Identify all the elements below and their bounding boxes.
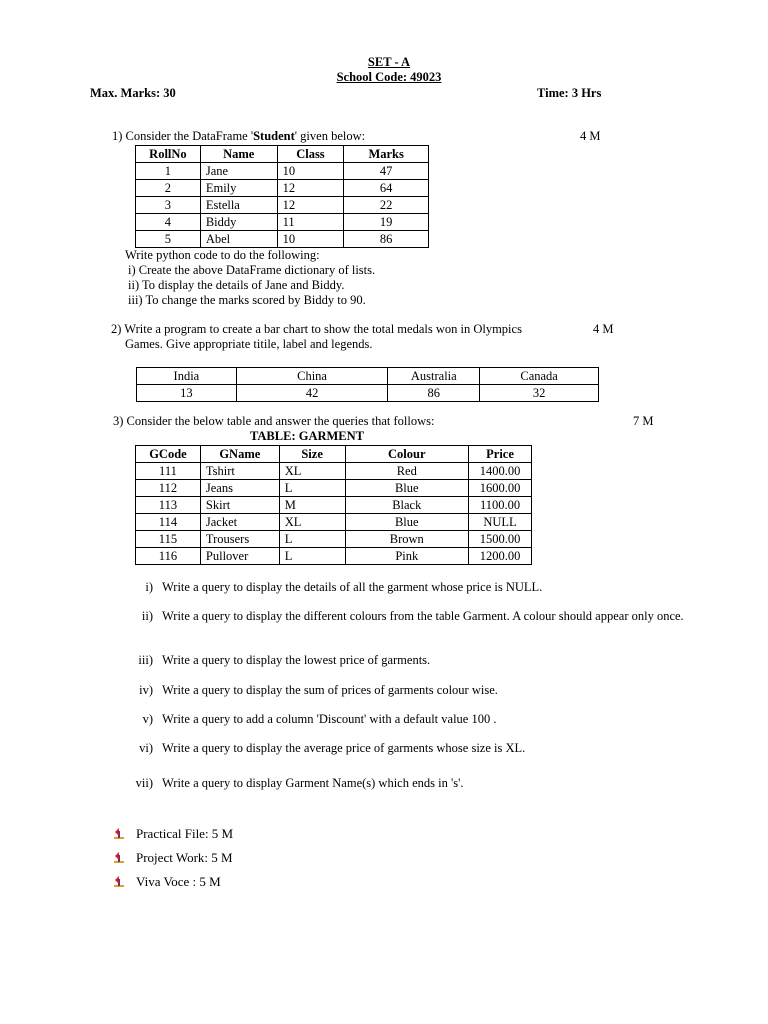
q1-instruction: i) Create the above DataFrame dictionary of lists. xyxy=(128,263,376,277)
table-cell: 4 xyxy=(136,214,201,231)
q1-instruction: ii) To display the details of Jane and Biddy. xyxy=(128,278,345,292)
q3-text: 3) Consider the below table and answer the queries that follows: xyxy=(113,414,435,428)
table-header-row xyxy=(137,368,599,385)
column-header: GCode xyxy=(136,446,201,463)
table-cell: 47 xyxy=(344,163,429,180)
query-number: vii) xyxy=(135,776,153,790)
table-cell: 1500.00 xyxy=(469,531,532,548)
q2-marks: 4 M xyxy=(593,322,614,336)
q1-prefix: 1) Consider the DataFrame ' xyxy=(112,129,254,143)
query-number: iv) xyxy=(139,683,153,697)
query-number: i) xyxy=(145,580,153,594)
table-cell: 114 xyxy=(136,514,201,531)
arrow-bullet-icon xyxy=(113,876,125,888)
table-row xyxy=(136,214,429,231)
table-cell: 113 xyxy=(136,497,201,514)
table-cell: 10 xyxy=(277,231,344,248)
table-cell: 2 xyxy=(136,180,201,197)
table-cell: 22 xyxy=(344,197,429,214)
school-code: School Code: 49023 xyxy=(336,70,442,84)
q1-dataframe-name: Student xyxy=(253,129,295,143)
table-cell: 1400.00 xyxy=(469,463,532,480)
table-cell: L xyxy=(279,548,345,565)
table-cell: 32 xyxy=(480,385,599,402)
table-cell: Trousers xyxy=(200,531,279,548)
query-text: Write a query to display Garment Name(s) which ends in 's'. xyxy=(162,776,464,790)
component-project-work: Project Work: 5 M xyxy=(136,850,233,865)
table-cell: 86 xyxy=(388,385,480,402)
arrow-bullet-icon xyxy=(113,852,125,864)
q1-marks: 4 M xyxy=(580,129,601,143)
table-cell: Brown xyxy=(345,531,469,548)
table-cell: 12 xyxy=(277,180,344,197)
table-cell: M xyxy=(279,497,345,514)
table-row xyxy=(136,463,532,480)
column-header: RollNo xyxy=(136,146,201,163)
table-row xyxy=(136,514,532,531)
table-cell: 5 xyxy=(136,231,201,248)
table-cell: 64 xyxy=(344,180,429,197)
table-cell: Jacket xyxy=(200,514,279,531)
table-cell: XL xyxy=(279,463,345,480)
table-row xyxy=(136,231,429,248)
table-cell: Red xyxy=(345,463,469,480)
query-number: iii) xyxy=(138,653,153,667)
q2-text-line1: 2) Write a program to create a bar chart to show the total medals won in Olympics xyxy=(111,322,522,336)
table-cell: XL xyxy=(279,514,345,531)
table-cell: 1100.00 xyxy=(469,497,532,514)
table-cell: Biddy xyxy=(200,214,277,231)
arrow-bullet-icon xyxy=(113,828,125,840)
student-table xyxy=(135,145,429,248)
table-cell: L xyxy=(279,480,345,497)
q1-text xyxy=(112,129,365,144)
column-header: Class xyxy=(277,146,344,163)
table-cell: 112 xyxy=(136,480,201,497)
table-row xyxy=(136,163,429,180)
column-header: Name xyxy=(200,146,277,163)
column-header: Canada xyxy=(480,368,599,385)
table-cell: Abel xyxy=(200,231,277,248)
table-cell: Pink xyxy=(345,548,469,565)
query-number: ii) xyxy=(141,609,153,623)
table-cell: NULL xyxy=(469,514,532,531)
table-cell: Pullover xyxy=(200,548,279,565)
table-cell: 13 xyxy=(137,385,237,402)
table-cell: Skirt xyxy=(200,497,279,514)
query-number: v) xyxy=(142,712,153,726)
table-cell: 12 xyxy=(277,197,344,214)
column-header: Colour xyxy=(345,446,469,463)
garment-table-title: TABLE: GARMENT xyxy=(250,429,365,443)
q1-suffix: ' given below: xyxy=(294,129,366,143)
table-cell: Tshirt xyxy=(200,463,279,480)
table-cell: 111 xyxy=(136,463,201,480)
table-cell: Blue xyxy=(345,480,469,497)
column-header: Australia xyxy=(388,368,480,385)
table-cell: 1600.00 xyxy=(469,480,532,497)
table-header-row xyxy=(136,146,429,163)
table-cell: 1200.00 xyxy=(469,548,532,565)
q1-instruction: iii) To change the marks scored by Biddy to 90. xyxy=(128,293,366,307)
query-number: vi) xyxy=(139,741,153,755)
table-cell: Jane xyxy=(200,163,277,180)
table-cell: 10 xyxy=(277,163,344,180)
column-header: Marks xyxy=(344,146,429,163)
table-cell: Jeans xyxy=(200,480,279,497)
table-cell: 86 xyxy=(344,231,429,248)
component-practical-file: Practical File: 5 M xyxy=(136,826,234,841)
table-cell: Black xyxy=(345,497,469,514)
table-cell: 115 xyxy=(136,531,201,548)
table-row xyxy=(136,497,532,514)
query-text: Write a query to display the average price of garments whose size is XL. xyxy=(162,741,526,755)
max-marks: Max. Marks: 30 xyxy=(90,86,176,100)
table-cell: 3 xyxy=(136,197,201,214)
column-header: China xyxy=(236,368,388,385)
table-cell: L xyxy=(279,531,345,548)
table-row xyxy=(136,180,429,197)
table-cell: 116 xyxy=(136,548,201,565)
table-row xyxy=(137,385,599,402)
table-row xyxy=(136,531,532,548)
column-header: India xyxy=(137,368,237,385)
garment-table xyxy=(135,445,532,565)
table-header-row xyxy=(136,446,532,463)
q2-text-line2: Games. Give appropriate titile, label and legends. xyxy=(125,337,373,351)
table-cell: Emily xyxy=(200,180,277,197)
table-cell: 42 xyxy=(236,385,388,402)
time-allowed: Time: 3 Hrs xyxy=(537,86,602,100)
q1-instruction: Write python code to do the following: xyxy=(125,248,320,262)
medals-table xyxy=(136,367,599,402)
column-header: Price xyxy=(469,446,532,463)
query-text: Write a query to display the different colours from the table Garment. A colour should appear only once. xyxy=(162,609,684,623)
table-cell: Blue xyxy=(345,514,469,531)
column-header: Size xyxy=(279,446,345,463)
table-cell: 1 xyxy=(136,163,201,180)
set-title: SET - A xyxy=(367,55,411,69)
table-cell: 11 xyxy=(277,214,344,231)
table-cell: Estella xyxy=(200,197,277,214)
table-row xyxy=(136,197,429,214)
component-viva-voce: Viva Voce : 5 M xyxy=(136,874,221,889)
table-row xyxy=(136,548,532,565)
query-text: Write a query to display the sum of prices of garments colour wise. xyxy=(162,683,498,697)
query-text: Write a query to display the lowest price of garments. xyxy=(162,653,431,667)
query-text: Write a query to display the details of all the garment whose price is NULL. xyxy=(162,580,543,594)
q3-marks: 7 M xyxy=(633,414,654,428)
table-row xyxy=(136,480,532,497)
query-text: Write a query to add a column 'Discount' with a default value 100 . xyxy=(162,712,497,726)
column-header: GName xyxy=(200,446,279,463)
table-cell: 19 xyxy=(344,214,429,231)
